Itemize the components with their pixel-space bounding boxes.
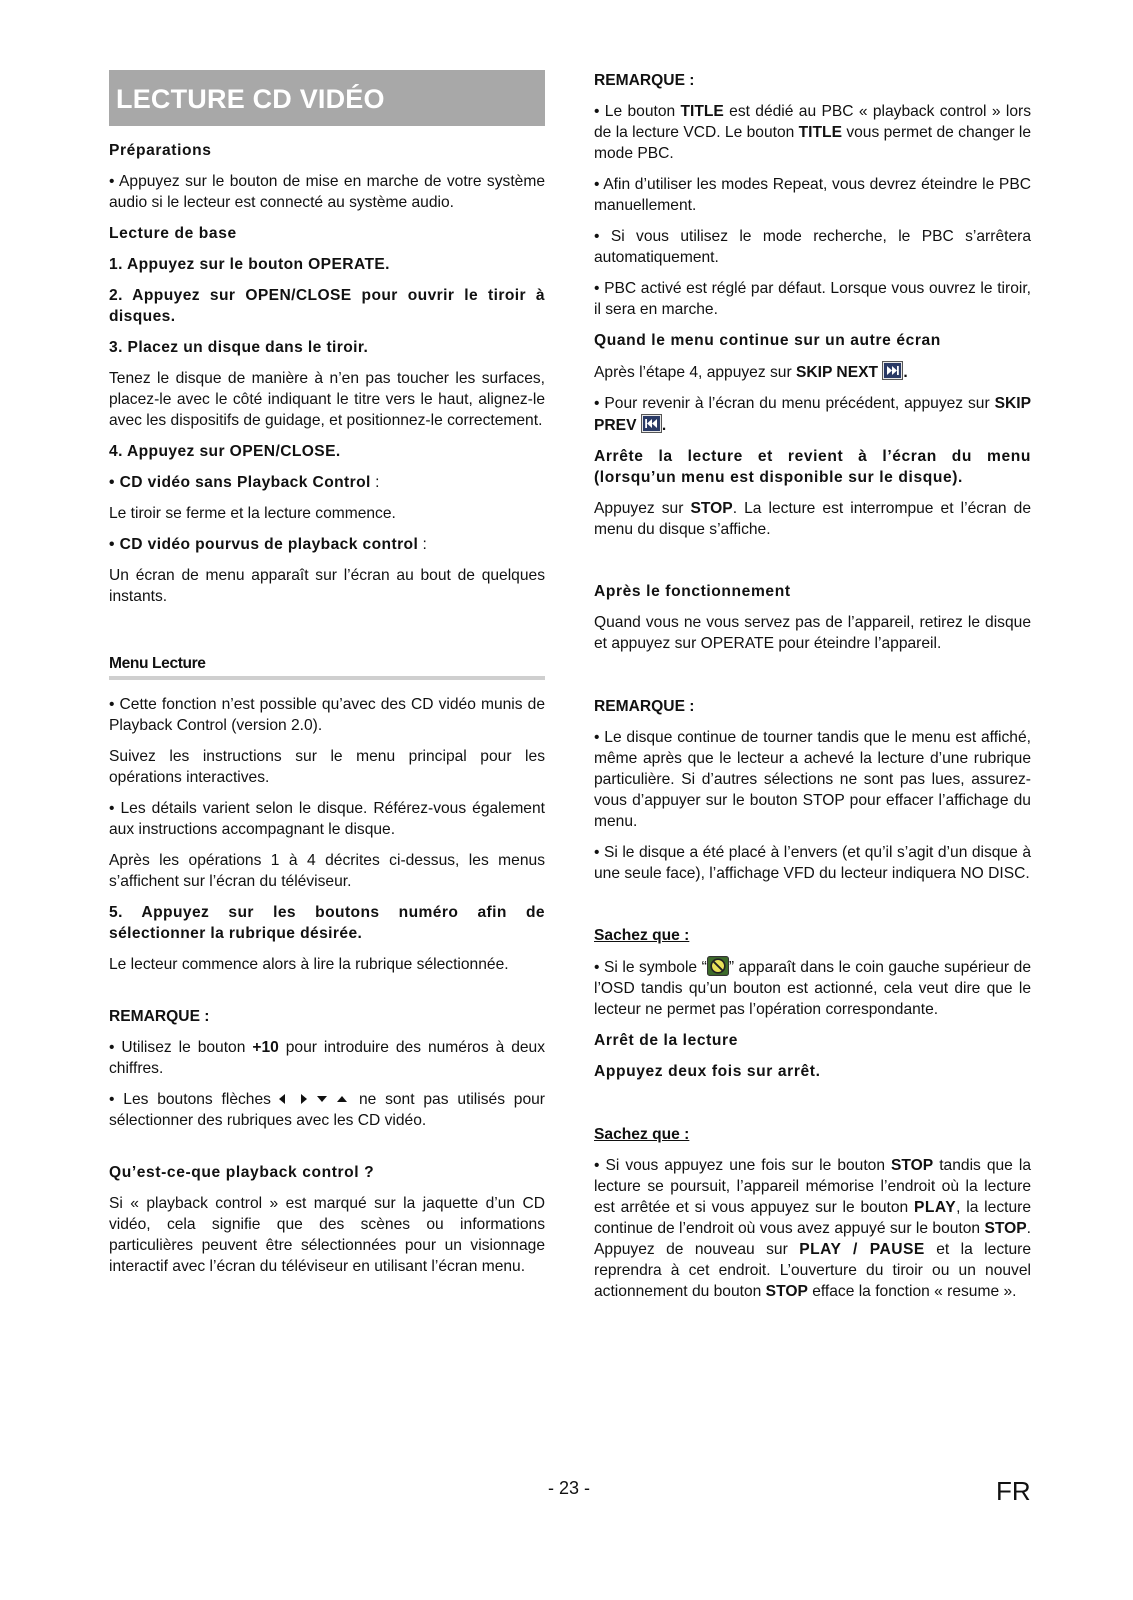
remark-label-right-1: REMARQUE : [594,72,695,89]
menu-paragraph-3: • Les détails varient selon le disque. Référez-vous également aux instructions accompagnant le disque. [109,800,545,838]
remark-search: • Si vous utilisez le mode recherche, le PBC s’arrêtera automatiquement. [594,228,1031,266]
resume-i: et la lecture reprendra à cet endroit. L’ouverture du tiroir ou un nouvel actionnement du bouton [594,1241,1031,1300]
with-pbc-text: Un écran de menu apparaît sur l’écran au bout de quelques instants. [109,567,545,605]
menu-section-title: Menu Lecture [109,653,545,680]
pbc-explanation: Si « playback control » est marqué sur la jaquette d’un CD vidéo, cela signifie que des scènes ou informations particulières peuvent être sélectionnées pour un visionnage interactif avec l’écran du téléviseur en utilisant l’écran menu. [109,1195,545,1275]
menu-paragraph-4: Après les opérations 1 à 4 décrites ci-dessus, les menus s’affichent sur l’écran du téléviseur. [109,852,545,890]
skip-next-pre: Après l’étape 4, appuyez sur [594,364,796,381]
with-pbc-colon: : [418,536,427,553]
remark-arrows-pre: • Les boutons flèches [109,1091,271,1108]
resume-a: • Si vous appuyez une fois sur le bouton [594,1157,892,1174]
step-5-text: Le lecteur commence alors à lire la rubrique sélectionnée. [109,956,509,973]
r1-a: • Le bouton [594,103,681,120]
remark-arrows-post: ne sont pas utilisés pour sélectionner des rubriques avec les CD vidéo. [109,1091,546,1129]
know-that-label-1: Sachez que : [594,927,690,944]
title-label-2: TITLE [798,124,842,141]
stop-playback-heading: Arrêt de la lecture [594,1032,738,1049]
resume-g: . Appuyez de nouveau sur [594,1220,1031,1258]
stop-label: STOP [690,500,733,517]
remark-plus10-post: pour introduire des numéros à deux chiffres. [109,1039,546,1077]
after-operation-text: Quand vous ne vous servez pas de l’appareil, retirez le disque et appuyez sur OPERATE pour éteindre l’appareil. [594,614,1031,652]
know-that-label-2: Sachez que : [594,1126,690,1143]
prohibited-symbol-text [594,956,1031,1020]
symbol-pre: • Si le symbole “ [594,959,707,976]
stop-menu-heading: Arrête la lecture et revient à l’écran du menu (lorsqu’un menu est disponible sur le disque). [594,448,1031,486]
preparations-heading: Préparations [109,142,212,159]
prohibited-icon [707,956,729,976]
resume-e: , la lecture continue de l’endroit où vous avez appuyé sur le bouton [594,1199,1031,1237]
menu-paragraph-2: Suivez les instructions sur le menu principal pour les opérations interactives. [109,748,545,786]
left-column [109,70,545,1277]
skip-prev-dot: . [661,417,667,434]
remark-no-disc: • Si le disque a été placé à l’envers (et qu’il s’agit d’un disque à une seule face), l’affichage VFD du lecteur indiquera NO DISC. [594,844,1031,882]
step-3: 3. Placez un disque dans le tiroir. [109,339,369,356]
preparations-text: • Appuyez sur le bouton de mise en marche de votre système audio si le lecteur est connecté au système audio. [109,173,545,211]
no-pbc-line [109,472,545,493]
page-number: - 23 - [548,1478,591,1498]
stop-post: . La lecture est interrompue et l’écran de menu du disque s’affiche. [594,500,1031,538]
resume-stop-1: STOP [891,1157,934,1174]
skip-prev-icon [641,414,662,433]
step-5: 5. Appuyez sur les boutons numéro afin de sélectionner la rubrique désirée. [109,904,545,942]
symbol-post: ” apparaît dans le coin gauche supérieur de l’OSD tandis qu’un bouton est actionné, cela veut dire que le lecteur ne permet pas l’opération correspondante. [594,959,1031,1018]
language-code: FR [996,1476,1031,1506]
no-pbc-label: • CD vidéo sans Playback Control [109,474,371,491]
with-pbc-line [109,534,545,555]
stop-menu-text [594,498,1031,540]
skip-next-icon [882,361,903,380]
right-column [594,70,1031,1302]
remark-plus10 [109,1037,545,1079]
remark-label-right-2: REMARQUE : [594,698,695,715]
stop-pre: Appuyez sur [594,500,691,517]
skip-prev-line [594,393,1031,436]
title-label-1: TITLE [680,103,724,120]
step-3-text: Tenez le disque de manière à n’en pas toucher les surfaces, placez-le avec le côté indiquant le titre vers le haut, alignez-le avec les dispositifs de guidage, et positionnez-le correctement. [109,370,545,429]
step-1: 1. Appuyez sur le bouton OPERATE. [109,256,390,273]
menu-paragraph-1: • Cette fonction n’est possible qu’avec des CD vidéo munis de Playback Control (version 2.0). [109,696,545,734]
skip-next-line [594,361,1031,383]
remark-repeat: • Afin d’utiliser les modes Repeat, vous devrez éteindre le PBC manuellement. [594,176,1031,214]
resume-play-pause: PLAY / PAUSE [799,1241,925,1258]
resume-c: tandis que la lecture se poursuit, l’appareil mémorise l’endroit où la lecture est arrêtée et si vous appuyez sur le bouton [594,1157,1031,1216]
remark-pbc-default: • PBC activé est réglé par défaut. Lorsque vous ouvrez le tiroir, il sera en marche. [594,280,1031,318]
pbc-question-heading: Qu’est-ce-que playback control ? [109,1164,375,1181]
skip-prev-pre: • Pour revenir à l’écran du menu précédent, appuyez sur [594,395,995,412]
step-4: 4. Appuyez sur OPEN/CLOSE. [109,443,341,460]
after-operation-heading: Après le fonctionnement [594,583,791,600]
remark-disc-spinning: • Le disque continue de tourner tandis que le menu est affiché, même après que le lecteur a achevé la lecture d’une rubrique particulière. Si d’autres sélections ne sont pas lues, assurez-vous d’appuyer sur le bouton STOP pour effacer l’affichage du menu. [594,729,1031,830]
plus10-label: +10 [252,1039,279,1056]
remark-title-button [594,101,1031,164]
resume-text [594,1155,1031,1302]
resume-play: PLAY [913,1199,957,1216]
no-pbc-text: Le tiroir se ferme et la lecture commence. [109,505,396,522]
skip-next-dot: . [903,364,908,381]
menu-continues-heading: Quand le menu continue sur un autre écran [594,332,941,349]
page-title: LECTURE CD VIDÉO [109,70,545,126]
stop-playback-text: Appuyez deux fois sur arrêt. [594,1063,821,1080]
remark-arrows [109,1089,545,1131]
arrow-keys-icon [277,1093,353,1105]
resume-stop-2: STOP [984,1220,1027,1237]
r1-c: est dédié au PBC « playback control » lors de la lecture VCD. Le bouton [594,103,1031,141]
r1-e: vous permet de changer le mode PBC. [594,124,1032,162]
skip-next-label: SKIP NEXT [795,364,879,381]
basic-playback-heading: Lecture de base [109,225,237,242]
resume-stop-3: STOP [765,1283,808,1300]
no-pbc-colon: : [370,474,380,491]
resume-k: efface la fonction « resume ». [807,1283,1017,1300]
step-2: 2. Appuyez sur OPEN/CLOSE pour ouvrir le tiroir à disques. [109,287,545,325]
skip-prev-label: SKIP PREV [594,395,1031,434]
remark-label-left: REMARQUE : [109,1008,210,1025]
remark-plus10-pre: • Utilisez le bouton [109,1039,253,1056]
with-pbc-label: • CD vidéo pourvus de playback control [109,536,419,553]
